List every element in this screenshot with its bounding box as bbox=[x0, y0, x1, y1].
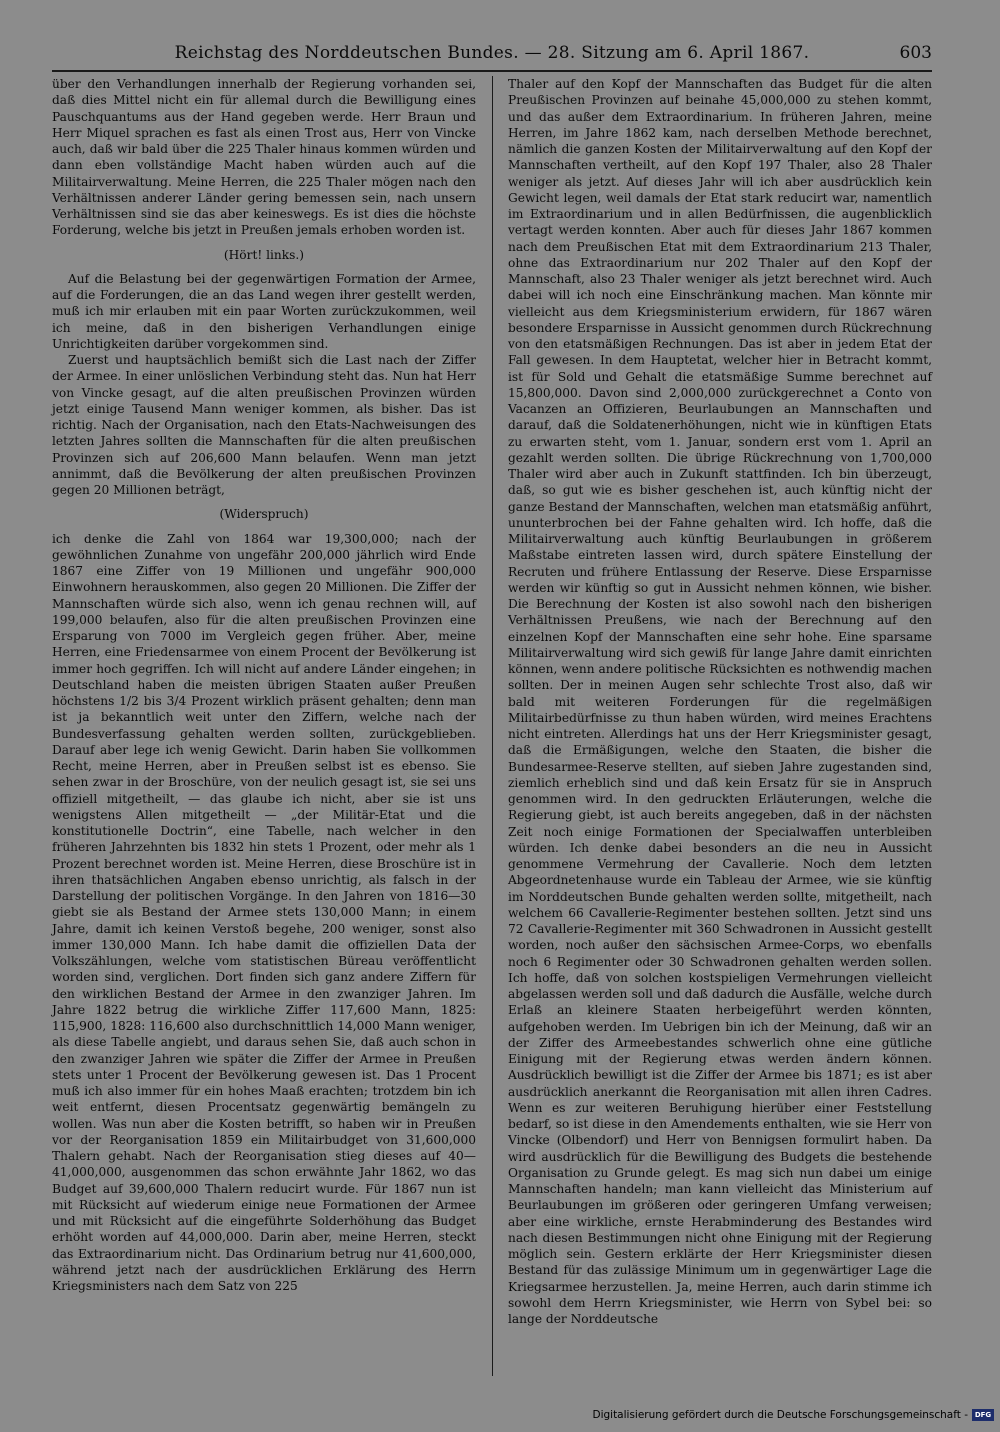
credit-text: Digitalisierung gefördert durch die Deutsche Forschungsgemeinschaft - bbox=[592, 1409, 968, 1421]
left-column bbox=[52, 76, 476, 1294]
dfg-logo-icon: DFG bbox=[972, 1409, 994, 1421]
digitization-credit bbox=[592, 1406, 994, 1424]
right-column bbox=[508, 76, 932, 1327]
column-divider bbox=[492, 76, 493, 1376]
interjection: (Hört! links.) bbox=[223, 247, 305, 262]
page bbox=[52, 40, 932, 1388]
running-head bbox=[52, 40, 932, 72]
paragraph: über den Verhandlungen innerhalb der Regierung vorhanden sei, daß dies Mittel nicht ein für allemal durch die Bewilligung eines Pauschquantums aus der Hand gegeben werde. Herr Braun und Herr Miquel sprachen es fast als einen Trost aus, Herr von Vincke auch, daß wir bald über die 225 Thaler hinaus kommen würden und dann eben vollständige Macht haben würden auch auf die Militairverwaltung. Meine Herren, die 225 Thaler mögen nach den Verhältnissen anderer Länder gering bemessen sein, nach unsern Verhältnissen sind sie das aber keineswegs. Es ist dies die höchste Forderung, welche bis jetzt in Preußen jemals erhoben worden ist. bbox=[52, 77, 476, 238]
interjection: (Widerspruch) bbox=[219, 507, 309, 522]
page-number: 603 bbox=[899, 43, 932, 63]
paragraph: ich denke die Zahl von 1864 war 19,300,000; nach der gewöhnlichen Zunahme von ungefähr 200,000 jährlich wird Ende 1867 eine Ziffer von 19 Millionen und ungefähr 900,000 Einwohnern herauskommen, also gegen 20 Millionen. Die Ziffer der Mannschaften würde sich also, wenn ich genau rechnen will, auf 199,000 belaufen, also für die alten preußischen Provinzen eine Ersparung von 7000 im Vergleich gegen früher. Aber, meine Herren, eine Friedensarmee von einem Procent der Bevölkerung ist immer hoch gegriffen. Ich will nicht auf andere Länder eingehen; in Deutschland haben die meisten übrigen Staaten außer Preußen höchstens 1/2 bis 3/4 Prozent wirklich präsent gehalten; denn man ist ja bekanntlich weit unter den Ziffern, welche nach der Bundesverfassung gehalten werden sollten, zurückgeblieben. Darauf aber lege ich wenig Gewicht. Darin haben Sie vollkommen Recht, meine Herren, aber in Preußen selbst ist es ebenso. Sie sehen zwar in der Broschüre, von der neulich gesagt ist, sie sei uns offiziell mitgetheilt, — das glaube ich nicht, aber sie ist uns wenigstens Allen mitgetheilt — „der Militär-Etat und die konstitutionelle Doctrin“, eine Tabelle, nach welcher in den früheren Jahrzehnten bis 1832 hin stets 1 Prozent, oder mehr als 1 Prozent berechnet worden ist. Meine Herren, diese Broschüre ist in ihren thatsächlichen Angaben ebenso unrichtig, als falsch in der Darstellung der politischen Vorgänge. In den Jahren von 1816—30 giebt sie als Bestand der Armee stets 130,000 Mann; in einem Jahre, damit ich keinen Verstoß begehe, 200 weniger, sonst also immer 130,000 Mann. Ich habe damit die offiziellen Data der Volkszählungen, welche vom statistischen Büreau veröffentlicht worden sind, verglichen. Dort finden sich ganz andere Ziffern für den wirklichen Bestand der Armee in den zwanziger Jahren. Im Jahre 1822 betrug die wirkliche Ziffer 117,600 Mann, 1825: 115,900, 1828: 116,600 also durchschnittlich 14,000 Mann weniger, als diese Tabelle angiebt, und daraus sehen Sie, daß auch schon in den zwanziger Jahren wie später die Ziffer der Armee in Preußen stets unter 1 Procent der Bevölkerung gewesen ist. Das 1 Procent muß ich also immer für ein hohes Maaß erachten; trotzdem bin ich weit entfernt, diesen Procentsatz gegenwärtig bemängeln zu wollen. Was nun aber die Kosten betrifft, so haben wir in Preußen vor der Reorganisation 1859 ein Militairbudget von 31,600,000 Thalern gehabt. Nach der Reorganisation stieg dieses auf 40—41,000,000, ausgenommen das schon erwähnte Jahr 1862, wo das Budget auf 39,600,000 Thalern reducirt wurde. Für 1867 nun ist mit Rücksicht auf wiederum einige neue Formationen der Armee und mit Rücksicht auf die eingeführte Solderhöhung das Budget erhöht worden auf 44,000,000. Darin aber, meine Herren, steckt das Extraordinarium nicht. Das Ordinarium betrug nur 41,600,000, während jetzt nach der ausdrücklichen Erklärung des Herrn Kriegsministers nach dem Satz von 225 bbox=[52, 531, 476, 1293]
paragraph: Auf die Belastung bei der gegenwärtigen Formation der Armee, auf die Forderungen, die an das Land wegen ihrer gestellt werden, muß ich mir erlauben mit ein paar Worten zurückzukommen, weil ich meine, daß in den bisherigen Verhandlungen einige Unrichtigkeiten darüber vorgekommen sind. bbox=[52, 271, 476, 351]
paragraph: Zuerst und hauptsächlich bemißt sich die Last nach der Ziffer der Armee. In einer unlöslichen Verbindung steht das. Nun hat Herr von Vincke gesagt, auf die alten preußischen Provinzen würden jetzt einige Tausend Mann weniger kommen, als bisher. Das ist richtig. Nach der Organisation, nach den Etats-Nachweisungen des letzten Jahres sollten die Mannschaften für die alten preußischen Provinzen sich auf 206,600 Mann belaufen. Wenn man jetzt annimmt, daß die Bevölkerung der alten preußischen Provinzen gegen 20 Millionen beträgt, bbox=[52, 353, 476, 497]
paragraph: Thaler auf den Kopf der Mannschaften das Budget für die alten Preußischen Provinzen auf beinahe 45,000,000 zu stehen kommt, und das außer dem Extraordinarium. In früheren Jahren, meine Herren, im Jahre 1862 kam, nach derselben Methode berechnet, nämlich die ganzen Kosten der Militairverwaltung auf den Kopf der Mannschaften vertheilt, auf den Kopf 197 Thaler, also 28 Thaler weniger als jetzt. Auf dieses Jahr will ich aber ausdrücklich kein Gewicht legen, weil damals der Etat stark reducirt war, namentlich im Extraordinarium und in allen Bedürfnissen, die augenblicklich vertagt werden konnten. Aber auch für dieses Jahr 1867 kommen nach dem Preußischen Etat mit dem Extraordinarium 213 Thaler, ohne das Extraordinarium nur 202 Thaler auf den Kopf der Mannschaft, also 23 Thaler weniger als jetzt berechnet wird. Auch dabei will ich noch eine Einschränkung machen. Man könnte mir vielleicht aus dem Kriegsministerium erwidern, für 1867 wären besondere Ersparnisse in Aussicht genommen durch Rückrechnung von den etatsmäßigen Rechnungen. Das ist aber in jedem Etat der Fall gewesen. In dem Hauptetat, welcher hier in Betracht kommt, ist für Sold und Gehalt die etatsmäßige Summe berechnet auf 15,800,000. Davon sind 2,000,000 zurückgerechnet a Conto von Vacanzen an Offizieren, Beurlaubungen an Mannschaften und darauf, daß die Soldatenerhöhungen, nicht wie in künftigen Etats zu erwarten steht, vom 1. Januar, sondern erst vom 1. April an gezahlt werden sollten. Die übrige Rückrechnung von 1,700,000 Thaler wird aber auch in Zukunft stattfinden. Ich bin überzeugt, daß, so gut wie es bisher geschehen ist, auch künftig nicht der ganze Bestand der Mannschaften, welchen man etatsmäßig anführt, ununterbrochen bei der Fahne gehalten wird. Ich hoffe, daß die Militairverwaltung auch künftig Beurlaubungen in größerem Maßstabe eintreten lassen wird, durch spätere Einstellung der Recruten und frühere Entlassung der Reserve. Diese Ersparnisse werden wir künftig so gut in Aussicht nehmen können, wie bisher. Die Berechnung der Kosten ist also sowohl nach den bisherigen Verhältnissen Preußens, wie nach der Berechnung auf den einzelnen Kopf der Mannschaften eine sehr hohe. Eine sparsame Militairverwaltung wird sich gewiß für lange Jahre damit einrichten können, wenn andere politische Rücksichten es nothwendig machen sollten. Der in meinen Augen sehr schlechte Trost also, daß wir bald mit weiteren Forderungen für die regelmäßigen Militairbedürfnisse zu thun haben würden, wird meines Erachtens nicht eintreten. Allerdings hat uns der Herr Kriegsminister gesagt, daß die Ermäßigungen, welche den Staaten, die bisher die Bundesarmee-Reserve stellten, auf sieben Jahre zugestanden sind, ziemlich erheblich sind und daß kein Ersatz für sie in Anspruch genommen wird. In den gedruckten Erläuterungen, welche die Regierung giebt, ist auch bereits angegeben, daß in der nächsten Zeit noch einige Formationen der Specialwaffen unterbleiben würden. Ich denke dabei besonders an die neu in Aussicht genommene Vermehrung der Cavallerie. Noch dem letzten Abgeordnetenhause wurde ein Tableau der Armee, wie sie künftig im Norddeutschen Bunde gehalten werden sollte, mitgetheilt, nach welchem 66 Cavallerie-Regimenter bestehen sollten. Jetzt sind uns 72 Cavallerie-Regimenter mit 360 Schwadronen in Aussicht gestellt worden, noch außer den sächsischen Armee-Corps, wo ebenfalls noch 6 Regimenter oder 30 Schwadronen gehalten werden sollen. Ich hoffe, daß von solchen kostspieligen Vermehrungen vielleicht abgelassen werden soll und daß dadurch die Ausfälle, welche durch Erlaß an kleinere Staaten herbeigeführt werden könnten, aufgehoben werden. Im Uebrigen bin ich der Meinung, daß wir an der Ziffer des Armeebestandes schwerlich ohne eine gütliche Einigung mit der Regierung etwas werden ändern können. Ausdrücklich bewilligt ist die Ziffer der Armee bis 1871; es ist aber ausdrücklich anerkannt die Reorganisation mit allen ihren Cadres. Wenn es zur weiteren Beruhigung hierüber einer Feststellung bedarf, so ist diese in den Amendements enthalten, wie sie Herr von Vincke (Olbendorf) und Herr von Bennigsen formulirt haben. Da wird ausdrücklich für die Bewilligung des Budgets die bestehende Organisation zu Grunde gelegt. Es mag sich nun dabei um einige Mannschaften handeln; man kann vielleicht das Ministerium auf Beurlaubungen im größeren oder geringeren Umfang verweisen; aber eine wirkliche, ernste Herabminderung des Bestandes wird nach diesen Bestimmungen nicht ohne Einigung mit der Regierung möglich sein. Gestern erklärte der Herr Kriegsminister diesen Bestand für das zulässige Minimum um in gegenwärtiger Lage die Kriegsarmee herzustellen. Ja, meine Herren, auch darin stimme ich sowohl dem Herrn Kriegsminister, wie Herrn von Sybel bei: so lange der Norddeutsche bbox=[508, 77, 932, 1326]
running-title: Reichstag des Norddeutschen Bundes. — 28. Sitzung am 6. April 1867. bbox=[174, 43, 810, 63]
